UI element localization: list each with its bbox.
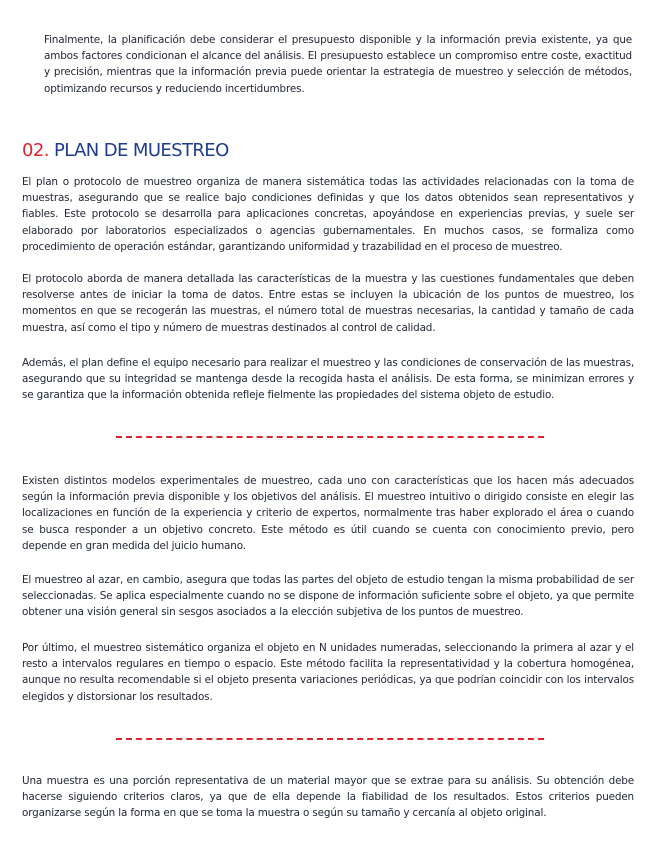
plan-paragraph-2: El protocolo aborda de manera detallada las características de la muestra y las cuestiones fundamentales que deben resolverse antes de iniciar la toma de datos. Entre estas se incluyen la ubicación de los puntos de muestreo, los momentos en que se recogerán las muestras, el número total de muestras necesarias, la cantidad y tamaño de cada muestra, así como el tipo y número de muestras destinados al control de calidad.	[22, 273, 634, 334]
plan-paragraph-3: Además, el plan define el equipo necesario para realizar el muestreo y las condiciones de conservación de las muestras, asegurando que su integridad se mantenga desde la recogida hasta el análisis. De esta forma, se minimizan errores y se garantiza que la información obtenida refleje fielmente las propiedades del sistema objeto de estudio.	[22, 357, 634, 402]
models-paragraph-1: Existen distintos modelos experimentales de muestreo, cada uno con características que los hacen más adecuados según la información previa disponible y los objetivos del análisis. El muestreo intuitivo o dirigido consiste en elegir las localizaciones en función de la experiencia y criterio de expertos, normalmente tras haber explorado el área o cuando se busca responder a un objetivo concreto. Este método es útil cuando se cuenta con conocimiento previo, pero depende en gran medida del juicio humano.	[22, 475, 634, 552]
sample-paragraph: Una muestra es una porción representativa de un material mayor que se extrae para su análisis. Su obtención debe hacerse siguiendo criterios claros, ya que de ella depende la fiabilidad de los resultados. Estos criterios pueden organizarse según la forma en que se toma la muestra o según su tamaño y cercanía al objeto original.	[22, 775, 634, 820]
section-number: 02.	[22, 140, 49, 161]
section-divider	[116, 436, 544, 438]
models-paragraph-2: El muestreo al azar, en cambio, asegura que todas las partes del objeto de estudio tengan la misma probabilidad de ser seleccionadas. Se aplica especialmente cuando no se dispone de información suficiente sobre el objeto, ya que permite obtener una visión general sin sesgos asociados a la elección subjetiva de los puntos de muestreo.	[22, 574, 634, 619]
section-title: PLAN DE MUESTREO	[53, 140, 229, 161]
section-heading	[22, 139, 229, 163]
plan-paragraph-1: El plan o protocolo de muestreo organiza de manera sistemática todas las actividades relacionadas con la toma de muestras, asegurando que se realice bajo condiciones definidas y que los datos obtenidos sean representativos y fiables. Este protocolo se desarrolla para aplicaciones concretas, apoyándose en experiencias previas, y suele ser elaborado por laboratorios especializados o agencias gubernamentales. En muchos casos, se formaliza como procedimiento de operación estándar, garantizando uniformidad y trazabilidad en el proceso de muestreo.	[22, 176, 634, 253]
section-divider	[116, 738, 544, 740]
intro-paragraph: Finalmente, la planificación debe considerar el presupuesto disponible y la información previa existente, ya que ambos factores condicionan el alcance del análisis. El presupuesto establece un compromiso entre coste, exactitud y precisión, mientras que la información previa puede orientar la estrategia de muestreo y selección de métodos, optimizando recursos y reduciendo incertidumbres.	[44, 34, 632, 95]
models-paragraph-3: Por último, el muestreo sistemático organiza el objeto en N unidades numeradas, seleccionando la primera al azar y el resto a intervalos regulares en tiempo o espacio. Este método facilita la representatividad y la cobertura homogénea, aunque no resulta recomendable si el objeto presenta variaciones periódicas, ya que podrían coincidir con los intervalos elegidos y distorsionar los resultados.	[22, 642, 634, 703]
